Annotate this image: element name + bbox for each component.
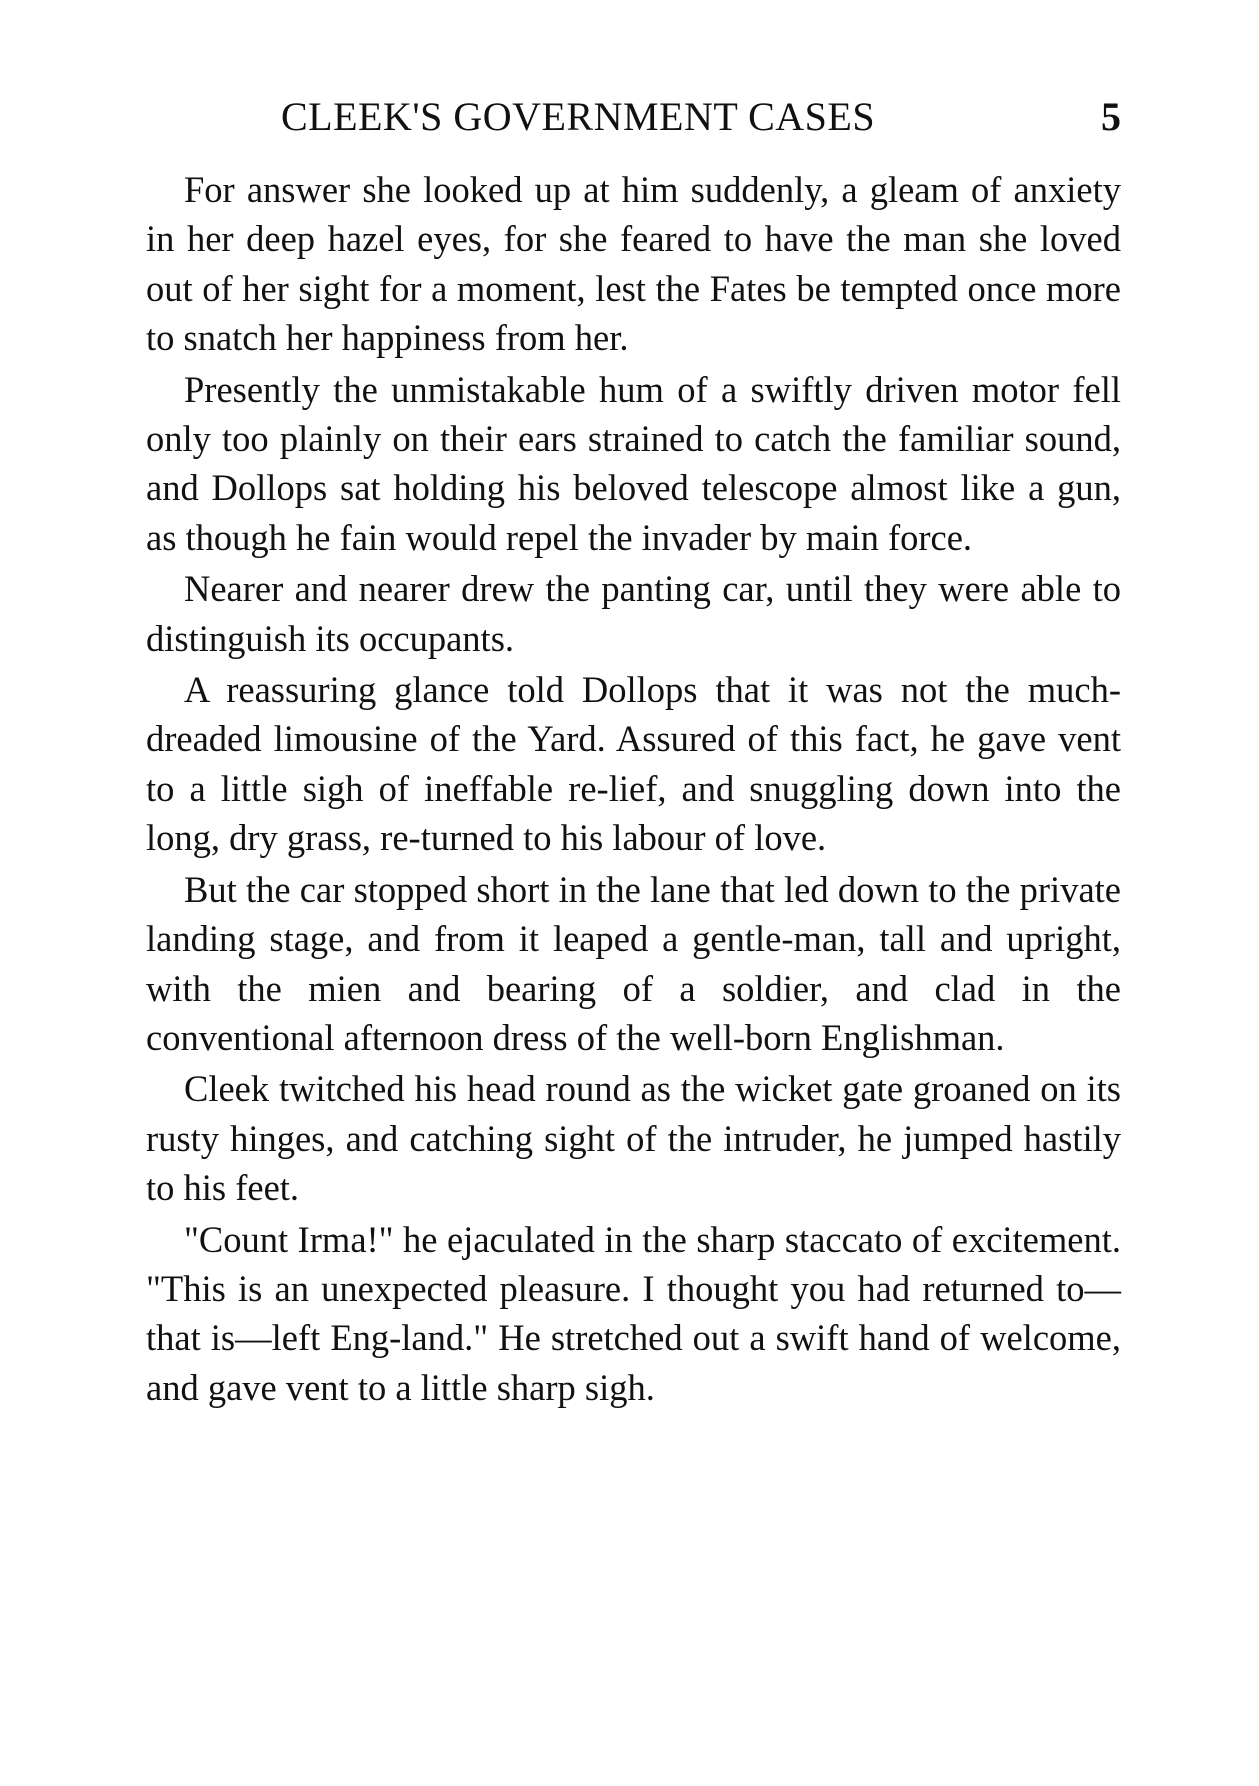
paragraph: For answer she looked up at him suddenly, a gleam of anxiety in her deep hazel eyes, for she feared to have the man she loved out of her sight for a moment, lest the Fates be tempted once more to snatch her happiness from her. <box>146 169 1121 359</box>
paragraph: Nearer and nearer drew the panting car, until they were able to distinguish its occupants. <box>146 568 1121 659</box>
body-text <box>146 165 1121 1414</box>
page-number: 5 <box>1101 94 1121 139</box>
paragraph: "Count Irma!" he ejaculated in the sharp staccato of excitement. "This is an unexpected pleasure. I thought you had returned to—that is—left Eng-land." He stretched out a swift hand of welcome, and gave vent to a little sharp sigh. <box>146 1218 1121 1408</box>
running-title: CLEEK'S GOVERNMENT CASES <box>281 94 876 139</box>
paragraph: Cleek twitched his head round as the wicket gate groaned on its rusty hinges, and catching sight of the intruder, he jumped hastily to his feet. <box>146 1068 1121 1209</box>
paragraph: A reassuring glance told Dollops that it was not the much-dreaded limousine of the Yard. Assured of this fact, he gave vent to a little sigh of ineffable re-lief, and snuggling down into the long, dry grass, re-turned to his labour of love. <box>146 669 1121 859</box>
paragraph: Presently the unmistakable hum of a swiftly driven motor fell only too plainly on their ears strained to catch the familiar sound, and Dollops sat holding his beloved telescope almost like a gun, as though he fain would repel the invader by main force. <box>146 368 1121 558</box>
paragraph: But the car stopped short in the lane that led down to the private landing stage, and from it leaped a gentle-man, tall and upright, with the mien and bearing of a soldier, and clad in the conventional afternoon dress of the well-born Englishman. <box>146 868 1121 1058</box>
running-head <box>146 92 1121 142</box>
